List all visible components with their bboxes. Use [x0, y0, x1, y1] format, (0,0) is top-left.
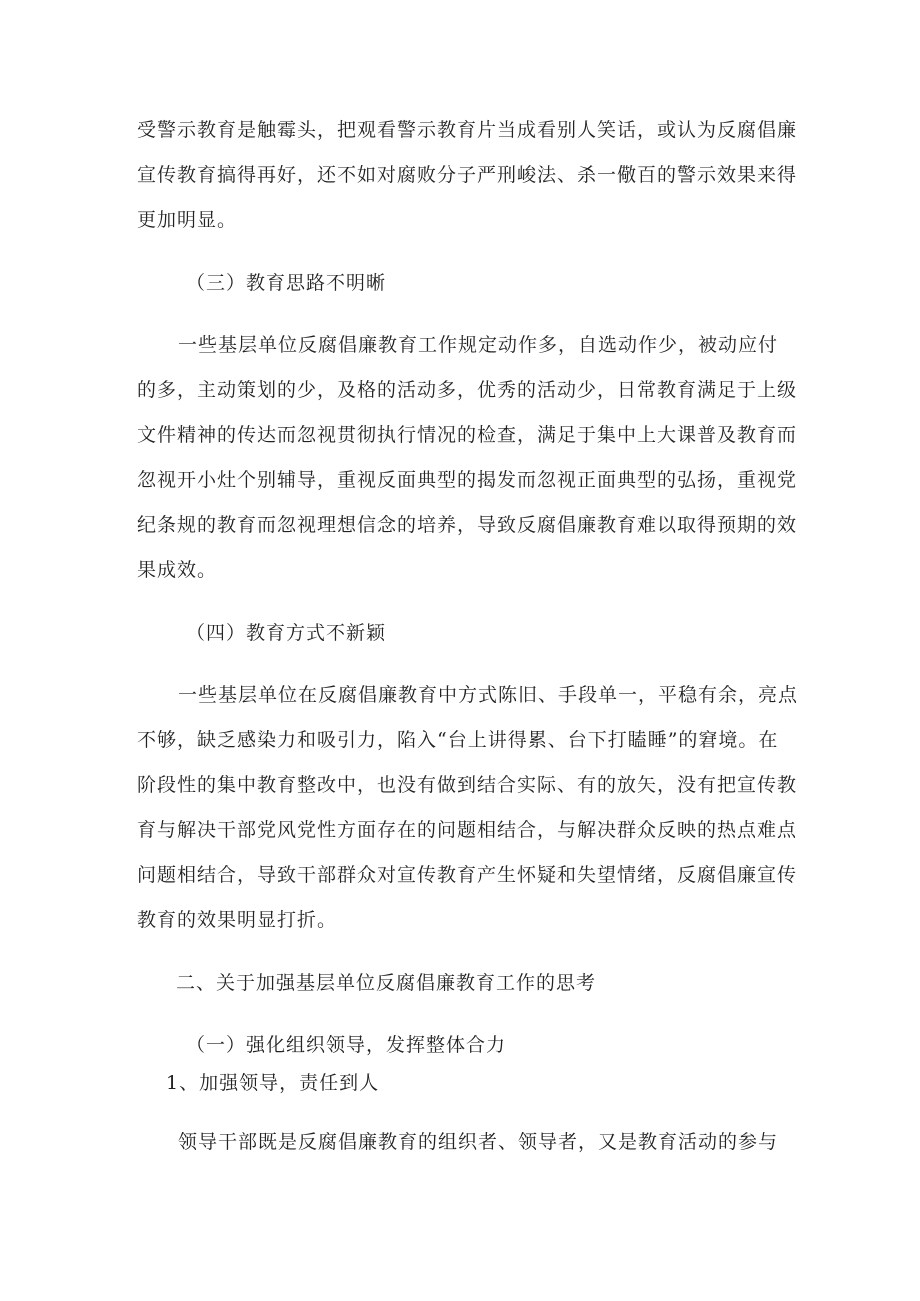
paragraph-line: 受警示教育是触霉头，把观看警示教育片当成看别人笑话，或认为反腐倡廉	[137, 119, 798, 141]
paragraph-line: 纪条规的教育而忽视理想信念的培养，导致反腐倡廉教育难以取得预期的效	[137, 514, 798, 536]
subsection-heading: 1、加强领导，责任到人	[166, 1072, 380, 1094]
section-heading: （四）教育方式不新颖	[186, 622, 387, 644]
paragraph-line: 不够，缺乏感染力和吸引力，陷入“台上讲得累、台下打瞌睡”的窘境。在	[137, 729, 779, 751]
paragraph-line: 果成效。	[137, 559, 218, 581]
paragraph-line: 一些基层单位反腐倡廉教育工作规定动作多，自选动作少，被动应付	[178, 334, 779, 356]
paragraph-line: 教育的效果明显打折。	[137, 909, 338, 931]
paragraph-line: 文件精神的传达而忽视贯彻执行情况的检查，满足于集中上大课普及教育而	[137, 424, 798, 446]
section-heading: （一）强化组织领导，发挥整体合力	[186, 1034, 507, 1056]
main-heading: 二、关于加强基层单位反腐倡廉教育工作的思考	[176, 972, 597, 994]
paragraph-line: 宣传教育搞得再好，还不如对腐败分子严刑峻法、杀一儆百的警示效果来得	[137, 164, 798, 186]
paragraph-line: 忽视开小灶个别辅导，重视反面典型的揭发而忽视正面典型的弘扬，重视党	[137, 469, 798, 491]
section-heading: （三）教育思路不明晰	[186, 272, 387, 294]
paragraph-line: 领导干部既是反腐倡廉教育的组织者、领导者，又是教育活动的参与	[178, 1131, 779, 1153]
paragraph-line: 更加明显。	[137, 209, 238, 231]
paragraph-line: 阶段性的集中教育整改中，也没有做到结合实际、有的放矢，没有把宣传教	[137, 774, 798, 796]
paragraph-line: 的多，主动策划的少，及格的活动多，优秀的活动少，日常教育满足于上级	[137, 379, 798, 401]
paragraph-line: 问题相结合，导致干部群众对宣传教育产生怀疑和失望情绪，反腐倡廉宣传	[137, 864, 798, 886]
paragraph-line: 一些基层单位在反腐倡廉教育中方式陈旧、手段单一，平稳有余，亮点	[178, 684, 799, 706]
paragraph-line: 育与解决干部党风党性方面存在的问题相结合，与解决群众反映的热点难点	[137, 819, 798, 841]
